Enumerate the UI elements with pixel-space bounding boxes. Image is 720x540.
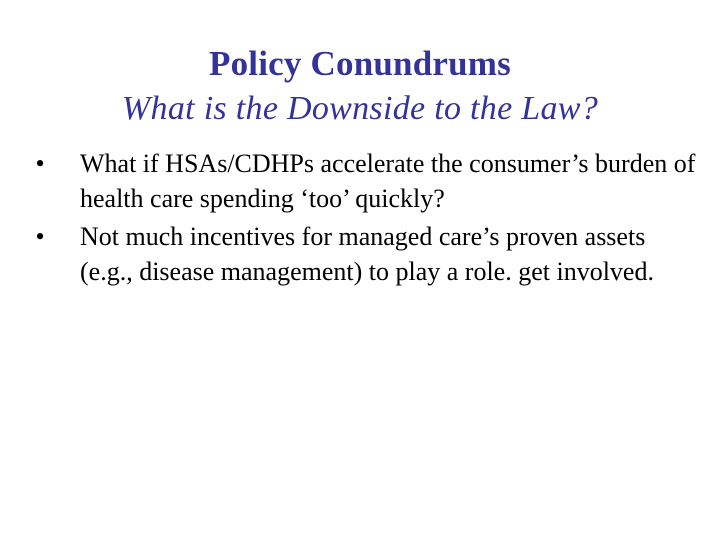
bullet-list — [30, 146, 700, 292]
bullet-icon: • — [35, 149, 45, 178]
bullet-text: Not much incentives for managed care’s proven assets (e.g., disease management) to play a role. get involved. — [80, 222, 654, 286]
title-block — [0, 42, 720, 130]
slide-subtitle: What is the Downside to the Law? — [121, 90, 599, 127]
bullet-item — [30, 219, 700, 289]
slide-title: Policy Conundrums — [209, 44, 511, 83]
bullet-icon: • — [35, 222, 45, 251]
bullet-text: What if HSAs/CDHPs accelerate the consumer’s burden of health care spending ‘too’ quickly? — [80, 149, 696, 213]
bullet-item — [30, 146, 700, 216]
